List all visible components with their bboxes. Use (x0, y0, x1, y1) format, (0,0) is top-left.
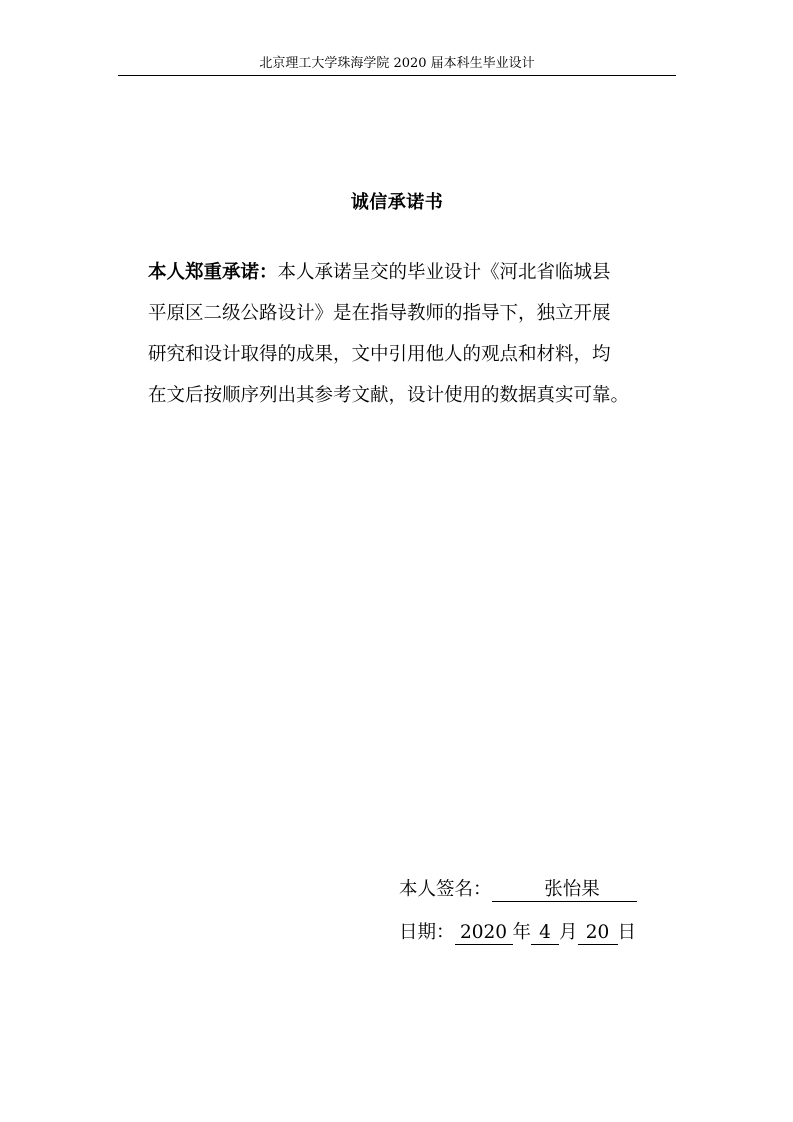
pledge-lead: 本人郑重承诺： (148, 262, 278, 283)
date-year-unit: 年 (512, 922, 532, 943)
paragraph-line-4: 在文后按顺序列出其参考文献，设计使用的数据真实可靠。 (148, 385, 630, 406)
paragraph-line-3: 研究和设计取得的成果，文中引用他人的观点和材料，均 (148, 344, 611, 365)
signature-line (399, 878, 637, 902)
document-title: 诚信承诺书 (350, 192, 444, 213)
paragraph-line-1-text: 本人承诺呈交的毕业设计《河北省临城县 (277, 262, 611, 283)
page-header: 北京理工大学珠海学院 2020 届本科生毕业设计 (259, 56, 535, 71)
pledge-paragraph (148, 252, 688, 416)
date-day-unit: 日 (617, 922, 637, 943)
signature-label: 本人签名： (399, 879, 492, 900)
date-label: 日期： (399, 922, 455, 943)
date-day: 20 (578, 922, 618, 945)
signature-name-field (492, 879, 637, 902)
header-divider (118, 75, 676, 76)
signature-name: 张怡果 (544, 879, 600, 900)
paragraph-line-1 (148, 252, 688, 293)
date-month: 4 (531, 922, 559, 945)
date-year: 2020 (455, 922, 513, 945)
date-line (399, 921, 636, 945)
paragraph-line-2: 平原区二级公路设计》是在指导教师的指导下，独立开展 (148, 303, 611, 324)
date-month-unit: 月 (559, 922, 578, 943)
